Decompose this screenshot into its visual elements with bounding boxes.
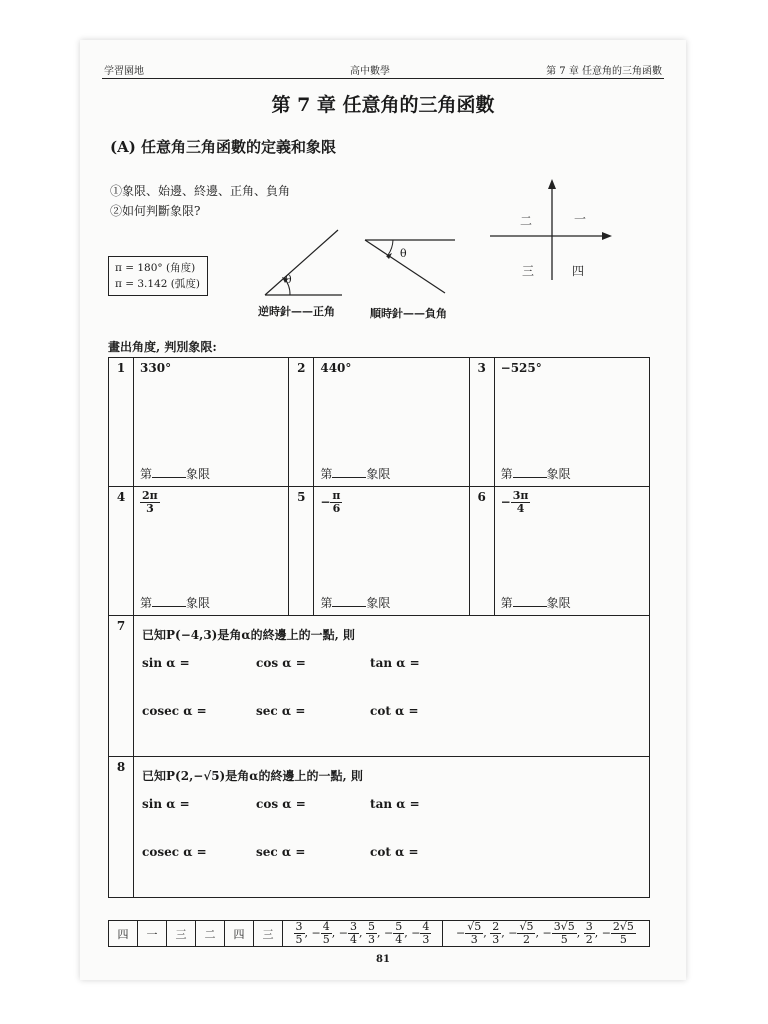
quadrant-answer-line: 第 象限: [140, 467, 211, 481]
answer-key: [108, 920, 650, 947]
angle-cell-5: [314, 487, 468, 615]
sin-label: sin α =: [142, 656, 190, 670]
quadrant-answer-line: 第 象限: [500, 596, 571, 610]
item-number: 6: [469, 487, 494, 616]
answer-q3: 三: [167, 921, 196, 947]
cosec-label: cosec α =: [142, 704, 207, 718]
quadrant-ii: 二: [520, 214, 533, 228]
sec-label: sec α =: [256, 845, 306, 859]
angle-cell-3: [495, 358, 649, 486]
section-heading: (A) 任意角三角函數的定義和象限: [110, 138, 337, 156]
answer-q2: 一: [138, 921, 167, 947]
question-8: [134, 757, 649, 897]
answer-q1: 四: [109, 921, 138, 947]
point-1: ①象限、始邊、終邊、正角、負角: [110, 184, 291, 198]
sin-label: sin α =: [142, 797, 190, 811]
item-number: 5: [289, 487, 314, 616]
answer-q5: 四: [225, 921, 254, 947]
item-number: 3: [469, 358, 494, 487]
quadrant-axes: [490, 178, 615, 283]
pi-degree: π = 180° (角度): [115, 262, 196, 274]
header-left: 学習園地: [104, 66, 144, 77]
quadrant-answer-line: 第 象限: [320, 467, 391, 481]
cos-label: cos α =: [256, 797, 306, 811]
tan-label: tan α =: [370, 797, 420, 811]
angle-value: $\frac{2\pi}{3}$: [142, 489, 158, 515]
quadrant-answer-line: 第 象限: [500, 467, 571, 481]
angle-cell-4: [134, 487, 288, 615]
cos-label: cos α =: [256, 656, 306, 670]
page-number: 81: [376, 954, 390, 965]
angle-cell-6: [495, 487, 649, 615]
item-number: 2: [289, 358, 314, 487]
answer-q4: 二: [196, 921, 225, 947]
angle-value: − $\frac{3\pi}{4}$: [500, 489, 529, 515]
angle-cell-2: [314, 358, 468, 486]
cot-label: cot α =: [370, 704, 419, 718]
item-number: 1: [109, 358, 134, 487]
ccw-angle-diagram: [260, 225, 360, 300]
cw-angle-diagram: [365, 235, 465, 300]
question-7: [134, 616, 649, 756]
cw-theta: θ: [400, 247, 407, 260]
instruction: 畫出角度, 判別象限:: [108, 340, 217, 354]
cot-label: cot α =: [370, 845, 419, 859]
angle-value: 330°: [140, 361, 172, 375]
quadrant-iv: 四: [572, 264, 585, 278]
angle-value: − $\frac{\pi}{6}$: [320, 489, 341, 515]
quadrant-iii: 三: [522, 264, 535, 278]
quadrant-i: 一: [574, 212, 587, 226]
worksheet-page: [80, 40, 686, 980]
cosec-label: cosec α =: [142, 845, 207, 859]
item-number: 8: [109, 757, 134, 898]
pi-box: [108, 256, 208, 296]
exercise-grid: [108, 357, 650, 898]
angle-value: 440°: [320, 361, 352, 375]
ccw-label: 逆時針——正角: [258, 305, 335, 318]
item-number: 4: [109, 487, 134, 616]
header-right: 第 7 章 任意角的三角函數: [546, 66, 662, 77]
header-center: 高中數學: [350, 66, 390, 77]
sec-label: sec α =: [256, 704, 306, 718]
quadrant-answer-line: 第 象限: [320, 596, 391, 610]
answer-q8: − $\frac{√5}{3}$ , $\frac{2}{3}$ , − $\frac{√5}{2}$ , − $\frac{3√5}{5}$ , $\frac{3}{2}$ , − $\frac{2√5}{5}$: [442, 921, 649, 947]
tan-label: tan α =: [370, 656, 420, 670]
point-2: ②如何判斷象限?: [110, 204, 201, 218]
quadrant-answer-line: 第 象限: [140, 596, 211, 610]
angle-value: −525°: [500, 361, 542, 375]
item-number: 7: [109, 616, 134, 757]
cw-label: 順時針——負角: [370, 307, 447, 320]
answer-q6: 三: [254, 921, 283, 947]
question-7-stem: 已知P(−4,3)是角α的終邊上的一點, 則: [142, 628, 355, 642]
angle-cell-1: [134, 358, 288, 486]
ccw-theta: θ: [285, 273, 292, 286]
header-divider: [102, 78, 664, 79]
question-8-stem: 已知P(2,−√5)是角α的終邊上的一點, 則: [142, 769, 363, 783]
pi-radian: π = 3.142 (弧度): [115, 278, 200, 290]
chapter-title: 第 7 章 任意角的三角函數: [271, 94, 495, 116]
answer-q7: $\frac{3}{5}$ , − $\frac{4}{5}$ , − $\frac{3}{4}$ , $\frac{5}{3}$ , − $\frac{5}{4}$ , − $\frac{4}{3}$: [283, 921, 443, 947]
